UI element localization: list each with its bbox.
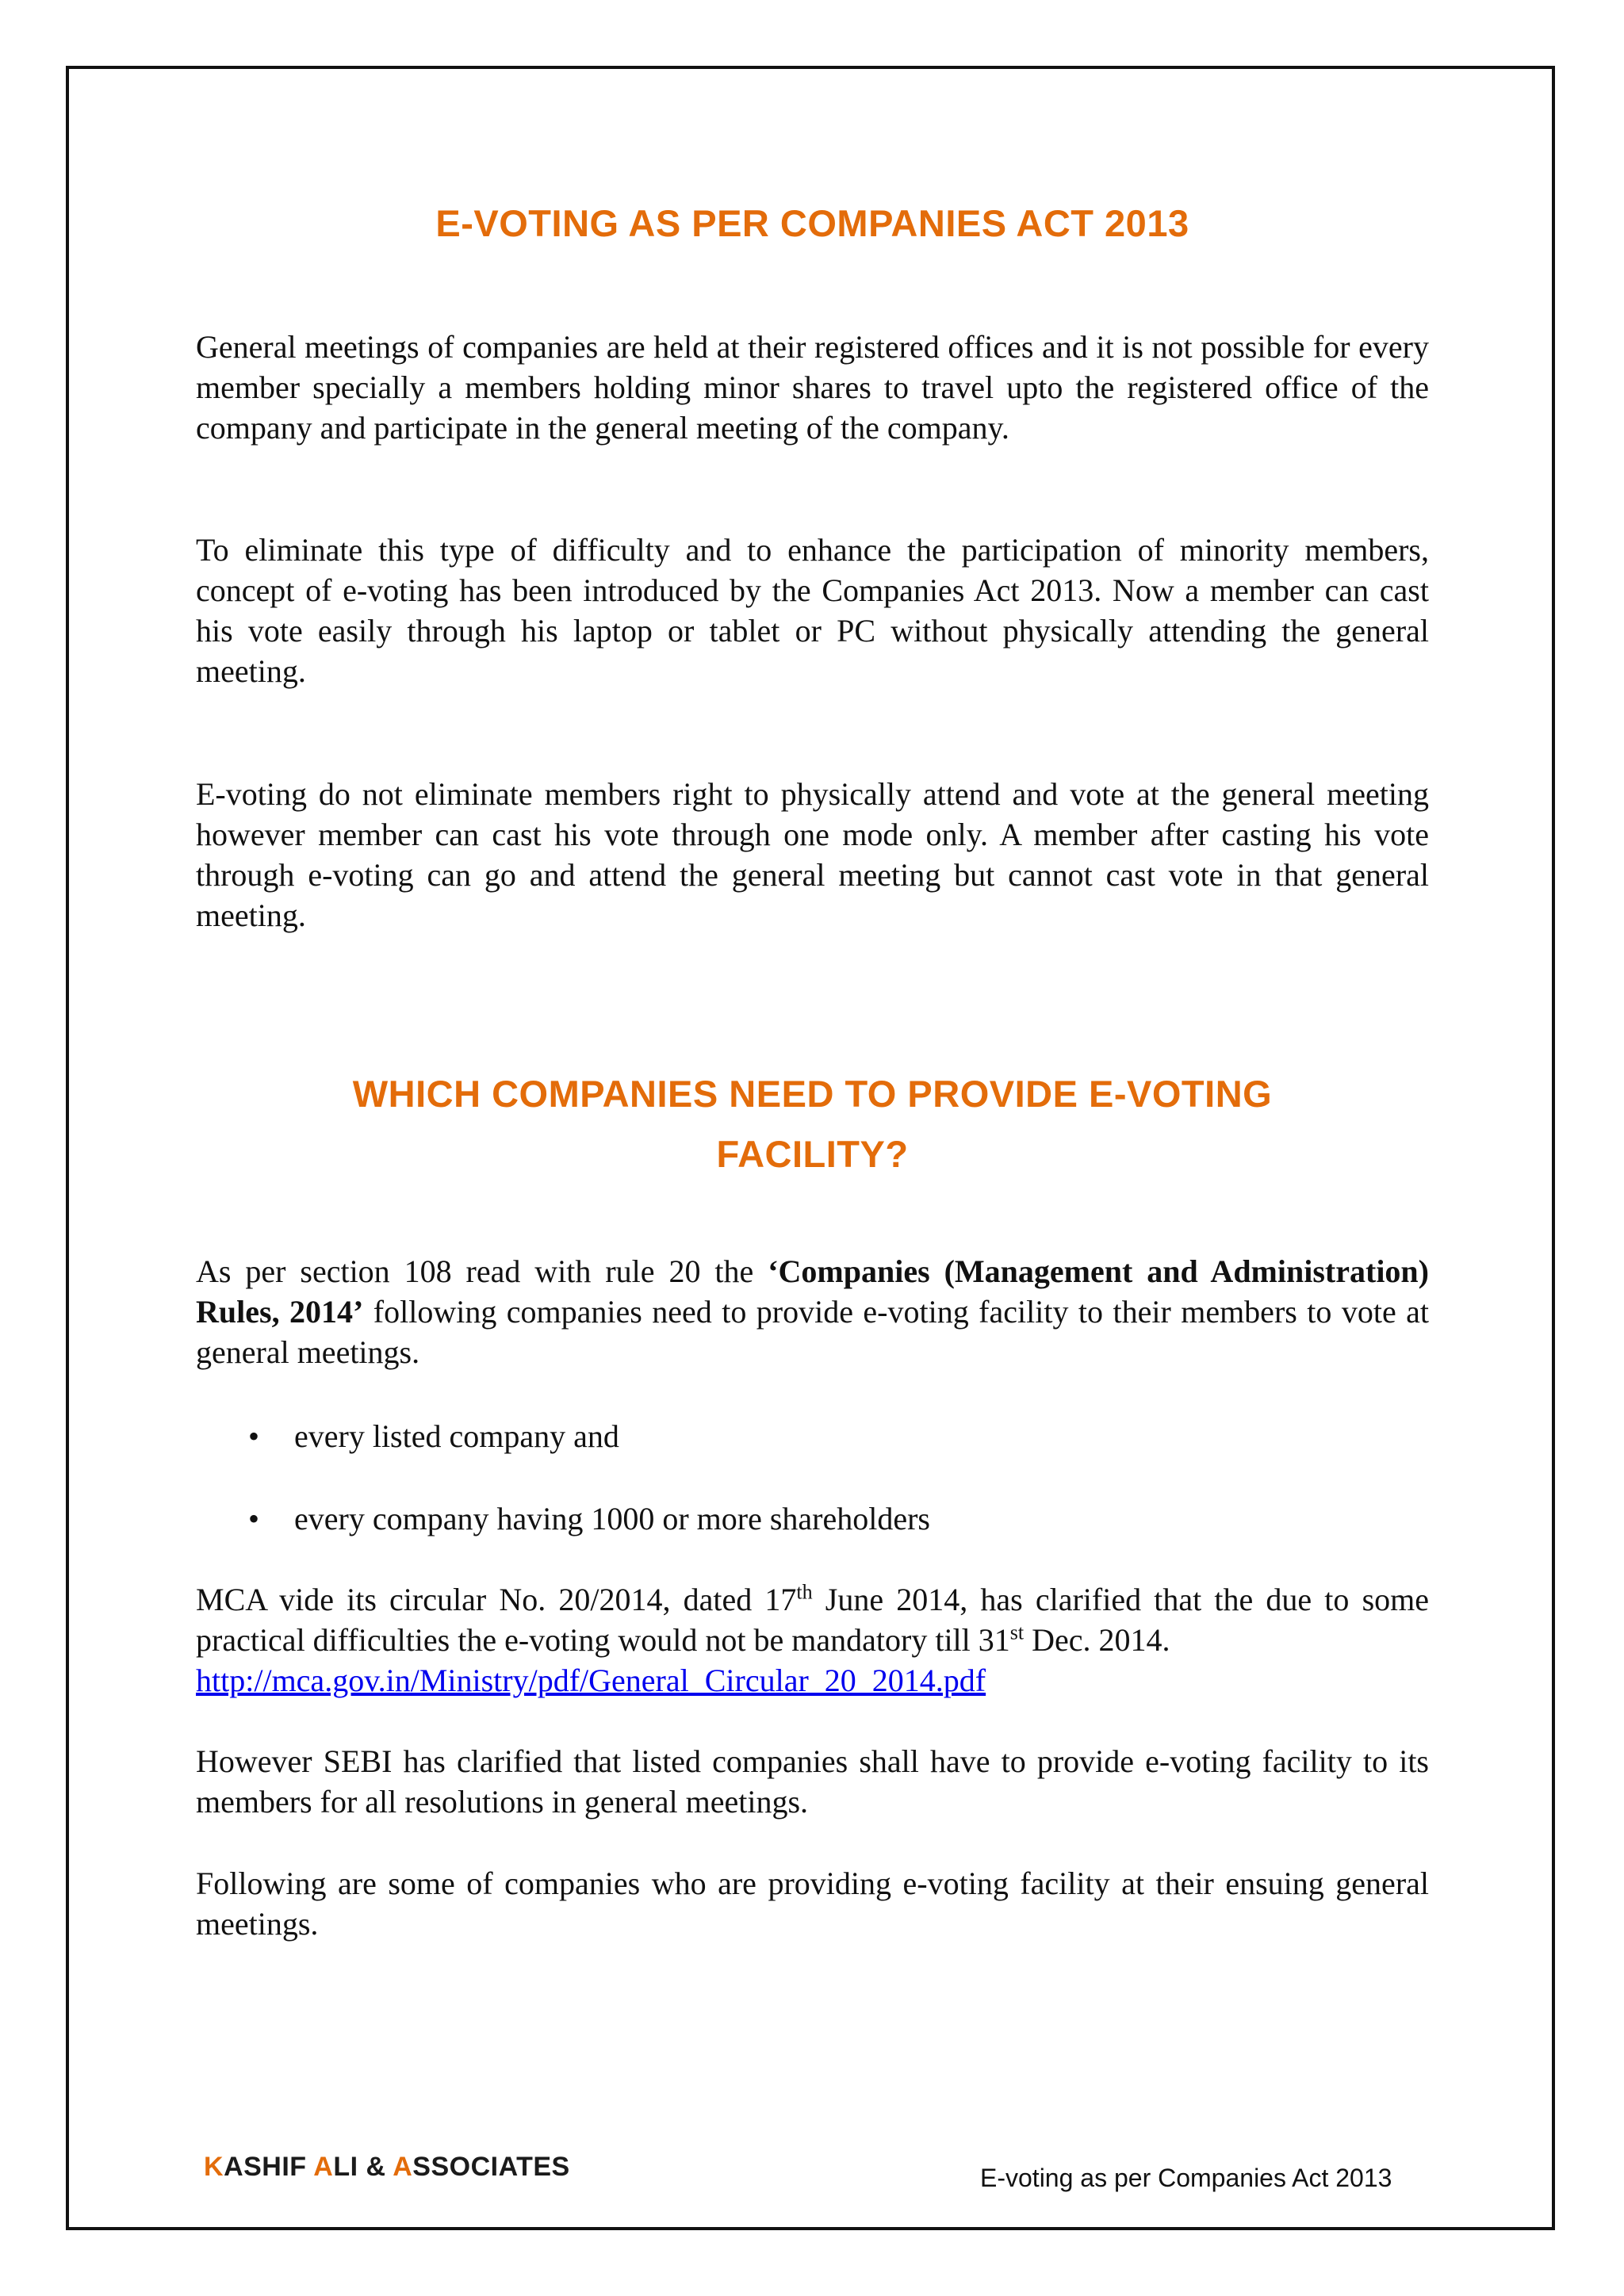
rules-name-bold: ‘Companies (Management and Administration) Rules, 2014’ xyxy=(196,1253,1429,1330)
bullet-icon: • xyxy=(248,1418,260,1454)
logo-letter: K xyxy=(204,2152,224,2182)
paragraph-general-meetings: General meetings of companies are held at their registered offices and it is not possible for every member specially a members holding minor shares to travel upto the registered office of the company and participate in the general meeting of the company. xyxy=(196,329,1429,446)
ordinal-suffix: st xyxy=(1009,1621,1025,1644)
mca-circular-link[interactable]: http://mca.gov.in/Ministry/pdf/General_Circular_20_2014.pdf xyxy=(196,1663,986,1698)
footer-logo xyxy=(204,2152,570,2183)
logo-text: LI & xyxy=(333,2152,393,2182)
ordinal-suffix: th xyxy=(796,1580,813,1604)
logo-letter: A xyxy=(313,2152,334,2182)
section-108-text: As per section 108 read with rule 20 the xyxy=(196,1253,768,1289)
mca-text-continued: June 2014, has clarified that the due to some practical difficulties the e-voting would not be mandatory till 31 xyxy=(196,1582,1430,1658)
mca-text-end: Dec. 2014. xyxy=(1024,1622,1170,1658)
list-item-text: every listed company and xyxy=(294,1418,619,1454)
footer-document-title: E-voting as per Companies Act 2013 xyxy=(980,2164,1392,2192)
paragraph-physical-attendance: E-voting do not eliminate members right to physically attend and vote at the general meeting however member can cast his vote through one mode only. A member after casting his vote through e-voting can go and attend the general meeting but cannot cast vote in that general meeting. xyxy=(196,776,1429,933)
section-heading-line-1: WHICH COMPANIES NEED TO PROVIDE E-VOTING xyxy=(352,1073,1273,1115)
logo-letter: A xyxy=(393,2152,413,2182)
section-heading-line-2: FACILITY? xyxy=(716,1133,909,1175)
mca-text: MCA vide its circular No. 20/2014, dated 17 xyxy=(196,1582,797,1617)
paragraph-eliminate-difficulty: To eliminate this type of difficulty and to enhance the participation of minority members, concept of e-voting has been introduced by the Companies Act 2013. Now a member can cast his vote easily through his laptop or tablet or PC without physically attending the general meeting. xyxy=(196,532,1429,689)
section-108-text-continued: following companies need to provide e-voting facility to their members to vote at general meetings. xyxy=(196,1294,1430,1370)
logo-text: SSOCIATES xyxy=(412,2152,570,2182)
bullet-icon: • xyxy=(248,1501,260,1536)
document-title: E-VOTING AS PER COMPANIES ACT 2013 xyxy=(435,202,1189,244)
paragraph-mca-circular xyxy=(196,1579,1429,1701)
list-item-text: every company having 1000 or more shareholders xyxy=(294,1501,930,1536)
paragraph-following-companies: Following are some of companies who are providing e-voting facility at their ensuing general meetings. xyxy=(196,1866,1429,1942)
paragraph-section-108 xyxy=(196,1251,1429,1372)
logo-text: ASHIF xyxy=(224,2152,314,2182)
paragraph-sebi-clarification: However SEBI has clarified that listed companies shall have to provide e-voting facility to its members for all resolutions in general meetings. xyxy=(196,1743,1429,1820)
section-heading-which-companies xyxy=(196,1064,1429,1184)
